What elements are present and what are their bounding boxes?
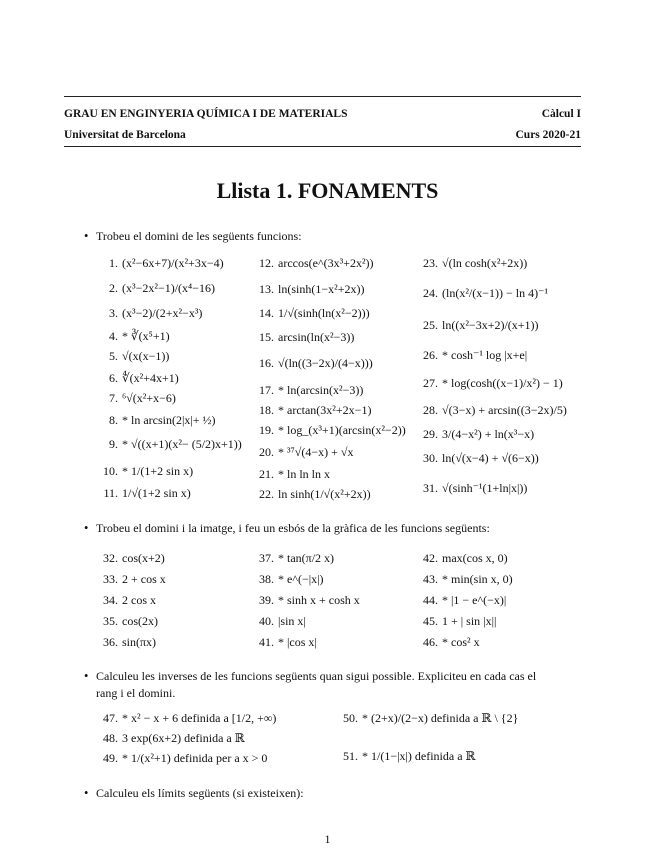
exercise-expression: √(ln cosh(x²+2x)) bbox=[442, 256, 528, 270]
header-degree: GRAU EN ENGINYERIA QUÍMICA I DE MATERIALS bbox=[64, 108, 348, 120]
exercise-number: 34. bbox=[103, 593, 118, 607]
exercise-expression: * 1/(1−|x|) definida a ℝ bbox=[362, 749, 476, 763]
exercise-item bbox=[96, 413, 216, 428]
exercise-number: 32. bbox=[103, 551, 118, 565]
bullet-icon: • bbox=[84, 669, 89, 683]
exercise-item bbox=[96, 572, 166, 587]
exercise-item bbox=[416, 256, 527, 271]
exercise-expression: * sinh x + cosh x bbox=[278, 593, 360, 607]
exercise-number: 25. bbox=[423, 318, 438, 332]
exercise-number: 39. bbox=[259, 593, 274, 607]
exercise-number: 41. bbox=[259, 635, 274, 649]
exercise-expression: (x²−6x+7)/(x²+3x−4) bbox=[122, 256, 224, 270]
exercise-expression: ⁶√(x²+x−6) bbox=[122, 391, 176, 405]
exercise-number: 18. bbox=[259, 403, 274, 417]
exercise-number: 44. bbox=[423, 593, 438, 607]
bullet-icon: • bbox=[84, 786, 89, 800]
exercise-item bbox=[252, 383, 363, 398]
exercise-item bbox=[96, 464, 193, 479]
exercise-item bbox=[416, 427, 534, 442]
exercise-item bbox=[252, 445, 353, 460]
exercise-number: 45. bbox=[423, 614, 438, 628]
exercise-expression: max(cos x, 0) bbox=[442, 551, 508, 565]
exercise-expression: * (2+x)/(2−x) definida a ℝ \ {2} bbox=[362, 711, 519, 725]
exercise-number: 23. bbox=[423, 256, 438, 270]
exercise-number: 27. bbox=[423, 376, 438, 390]
exercise-number: 20. bbox=[259, 445, 274, 459]
exercise-number: 46. bbox=[423, 635, 438, 649]
exercise-item bbox=[252, 356, 373, 371]
exercise-item bbox=[252, 572, 324, 587]
exercise-item bbox=[96, 437, 242, 452]
header-top-rule bbox=[64, 96, 581, 97]
exercise-number: 47. bbox=[103, 711, 118, 725]
exercise-expression: |sin x| bbox=[278, 614, 306, 628]
section-3-instruction-line-2: rang i el domini. bbox=[96, 686, 176, 700]
exercise-number: 1. bbox=[109, 256, 118, 270]
exercise-number: 19. bbox=[259, 423, 274, 437]
exercise-number: 16. bbox=[259, 356, 274, 370]
exercise-expression: 3/(4−x²) + ln(x³−x) bbox=[442, 427, 535, 441]
exercise-item bbox=[96, 614, 158, 629]
exercise-item bbox=[252, 635, 317, 650]
exercise-number: 22. bbox=[259, 487, 274, 501]
exercise-expression: arcsin(ln(x²−3)) bbox=[278, 330, 355, 344]
exercise-item bbox=[416, 572, 513, 587]
exercise-item bbox=[416, 635, 480, 650]
exercise-expression: * min(sin x, 0) bbox=[442, 572, 513, 586]
exercise-number: 11. bbox=[103, 486, 118, 500]
exercise-expression: 2 cos x bbox=[122, 593, 156, 607]
exercise-item bbox=[252, 330, 354, 345]
exercise-item bbox=[416, 614, 496, 629]
exercise-expression: (ln(x²/(x−1)) − ln 4)⁻¹ bbox=[442, 286, 549, 300]
section-4-instruction: Calculeu els límits següents (si existeixen): bbox=[96, 786, 304, 800]
exercise-expression: * 1/(x²+1) definida per a x > 0 bbox=[122, 751, 268, 765]
exercise-expression: * ln(arcsin(x²−3)) bbox=[278, 383, 364, 397]
exercise-item bbox=[252, 551, 334, 566]
exercise-expression: * cos² x bbox=[442, 635, 480, 649]
exercise-item bbox=[252, 614, 306, 629]
exercise-number: 49. bbox=[103, 751, 118, 765]
exercise-expression: * √((x+1)(x²− (5/2)x+1)) bbox=[122, 437, 242, 451]
exercise-item bbox=[416, 318, 539, 333]
exercise-number: 48. bbox=[103, 731, 118, 745]
exercise-item bbox=[96, 256, 224, 271]
exercise-item bbox=[96, 281, 215, 296]
exercise-expression: * cosh⁻¹ log |x+e| bbox=[442, 348, 528, 362]
exercise-item bbox=[252, 403, 371, 418]
section-2-instruction: Trobeu el domini i la imatge, i feu un esbós de la gràfica de les funcions següents: bbox=[96, 521, 490, 535]
exercise-expression: arccos(e^(3x³+2x²)) bbox=[278, 256, 374, 270]
exercise-number: 6. bbox=[109, 371, 118, 385]
exercise-expression: * tan(π/2 x) bbox=[278, 551, 335, 565]
header-bottom-rule bbox=[64, 146, 581, 147]
exercise-item bbox=[252, 282, 364, 297]
exercise-expression: ln sinh(1/√(x²+2x)) bbox=[278, 487, 371, 501]
exercise-item bbox=[96, 391, 176, 406]
exercise-expression: * |1 − e^(−x)| bbox=[442, 593, 507, 607]
exercise-item bbox=[416, 286, 548, 301]
exercise-number: 12. bbox=[259, 256, 274, 270]
exercise-expression: * ∛(x⁵+1) bbox=[122, 329, 170, 343]
exercise-item bbox=[96, 593, 156, 608]
exercise-item bbox=[96, 731, 245, 746]
exercise-expression: √(3−x) + arcsin((3−2x)/5) bbox=[442, 403, 567, 417]
exercise-expression: 3 exp(6x+2) definida a ℝ bbox=[122, 731, 245, 745]
exercise-number: 28. bbox=[423, 403, 438, 417]
exercise-expression: * log_(x³+1)(arcsin(x²−2)) bbox=[278, 423, 406, 437]
bullet-icon: • bbox=[84, 521, 89, 535]
exercise-expression: sin(πx) bbox=[122, 635, 157, 649]
exercise-item bbox=[416, 376, 563, 391]
exercise-expression: * x² − x + 6 definida a [1/2, +∞) bbox=[122, 711, 277, 725]
exercise-item bbox=[96, 486, 191, 501]
exercise-expression: 1/√(sinh(ln(x²−2))) bbox=[278, 306, 370, 320]
exercise-expression: √(ln((3−2x)/(4−x))) bbox=[278, 356, 373, 370]
section-3-instruction-line-1: Calculeu les inverses de les funcions següents quan sigui possible. Expliciteu en cada cas el bbox=[96, 669, 537, 683]
exercise-number: 13. bbox=[259, 282, 274, 296]
exercise-number: 9. bbox=[109, 437, 118, 451]
exercise-item bbox=[336, 711, 518, 726]
exercise-item bbox=[416, 593, 506, 608]
header-university: Universitat de Barcelona bbox=[64, 129, 186, 141]
exercise-expression: ln((x²−3x+2)/(x+1)) bbox=[442, 318, 539, 332]
exercise-expression: * ln arcsin(2|x|+ ½) bbox=[122, 413, 216, 427]
exercise-number: 35. bbox=[103, 614, 118, 628]
exercise-number: 30. bbox=[423, 451, 438, 465]
exercise-number: 2. bbox=[109, 281, 118, 295]
exercise-number: 17. bbox=[259, 383, 274, 397]
exercise-number: 8. bbox=[109, 413, 118, 427]
exercise-number: 38. bbox=[259, 572, 274, 586]
exercise-item bbox=[252, 306, 370, 321]
exercise-number: 36. bbox=[103, 635, 118, 649]
exercise-expression: cos(x+2) bbox=[122, 551, 165, 565]
exercise-item bbox=[96, 371, 179, 386]
exercise-number: 3. bbox=[109, 306, 118, 320]
exercise-expression: * e^(−|x|) bbox=[278, 572, 324, 586]
exercise-expression: * ³⁷√(4−x) + √x bbox=[278, 445, 354, 459]
exercise-expression: * 1/(1+2 sin x) bbox=[122, 464, 194, 478]
exercise-item bbox=[416, 481, 527, 496]
exercise-expression: (x³−2)/(2+x²−x³) bbox=[122, 306, 203, 320]
page-number: 1 bbox=[324, 832, 331, 846]
exercise-item bbox=[96, 711, 276, 726]
exercise-item bbox=[252, 423, 406, 438]
exercise-number: 24. bbox=[423, 286, 438, 300]
exercise-expression: √(sinh⁻¹(1+ln|x|)) bbox=[442, 481, 528, 495]
exercise-expression: cos(2x) bbox=[122, 614, 158, 628]
exercise-item bbox=[96, 751, 267, 766]
exercise-item bbox=[252, 487, 371, 502]
section-1-instruction: Trobeu el domini de les següents funcions: bbox=[96, 229, 302, 243]
exercise-expression: (x³−2x²−1)/(x⁴−16) bbox=[122, 281, 215, 295]
exercise-item bbox=[416, 403, 567, 418]
exercise-expression: 2 + cos x bbox=[122, 572, 166, 586]
exercise-expression: * ln ln ln x bbox=[278, 467, 331, 481]
exercise-item bbox=[416, 451, 539, 466]
exercise-number: 37. bbox=[259, 551, 274, 565]
page-title: Llista 1. FONAMENTS bbox=[216, 178, 439, 203]
exercise-number: 5. bbox=[109, 349, 118, 363]
exercise-expression: ∜(x²+4x+1) bbox=[122, 371, 179, 385]
exercise-number: 15. bbox=[259, 330, 274, 344]
exercise-item bbox=[416, 348, 527, 363]
exercise-number: 33. bbox=[103, 572, 118, 586]
exercise-item bbox=[416, 551, 508, 566]
exercise-number: 43. bbox=[423, 572, 438, 586]
exercise-item bbox=[96, 329, 170, 344]
exercise-number: 42. bbox=[423, 551, 438, 565]
exercise-number: 50. bbox=[343, 711, 358, 725]
exercise-expression: * log(cosh((x−1)/x²) − 1) bbox=[442, 376, 563, 390]
exercise-number: 4. bbox=[109, 329, 118, 343]
exercise-number: 7. bbox=[109, 391, 118, 405]
exercise-number: 31. bbox=[423, 481, 438, 495]
exercise-number: 40. bbox=[259, 614, 274, 628]
bullet-icon: • bbox=[84, 229, 89, 243]
exercise-expression: 1/√(1+2 sin x) bbox=[122, 486, 191, 500]
exercise-expression: * arctan(3x²+2x−1) bbox=[278, 403, 372, 417]
exercise-item bbox=[252, 467, 330, 482]
exercise-expression: * |cos x| bbox=[278, 635, 317, 649]
exercise-expression: √(x(x−1)) bbox=[122, 349, 170, 363]
exercise-number: 10. bbox=[103, 464, 118, 478]
exercise-item bbox=[96, 551, 165, 566]
exercise-number: 21. bbox=[259, 467, 274, 481]
exercise-item bbox=[96, 349, 169, 364]
exercise-expression: ln(sinh(1−x²+2x)) bbox=[278, 282, 365, 296]
exercise-number: 26. bbox=[423, 348, 438, 362]
header-course: Càlcul I bbox=[541, 108, 581, 120]
exercise-item bbox=[336, 749, 476, 764]
exercise-number: 51. bbox=[343, 749, 358, 763]
exercise-expression: ln(√(x−4) + √(6−x)) bbox=[442, 451, 539, 465]
exercise-item bbox=[252, 256, 374, 271]
exercise-item bbox=[96, 635, 156, 650]
header-year: Curs 2020-21 bbox=[515, 129, 581, 141]
exercise-number: 14. bbox=[259, 306, 274, 320]
exercise-number: 29. bbox=[423, 427, 438, 441]
exercise-expression: 1 + | sin |x|| bbox=[442, 614, 497, 628]
exercise-item bbox=[96, 306, 202, 321]
exercise-item bbox=[252, 593, 360, 608]
